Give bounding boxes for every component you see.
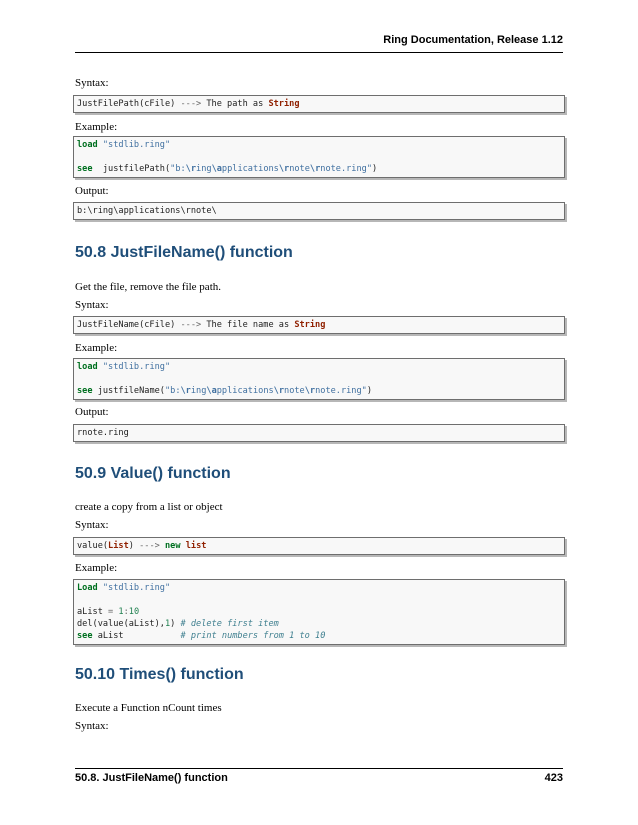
code-string: ing [196,164,212,174]
code-text: b:\ring\applications\rnote\ [77,206,217,216]
code-keyword: new [165,541,181,551]
output-label: Output: [75,406,109,418]
code-block-syntax [73,316,565,334]
section-description: create a copy from a list or object [75,501,223,513]
code-type: String [294,320,326,330]
section-heading: 50.8 JustFileName() function [75,244,293,261]
code-block-example [73,358,565,400]
section-heading: 50.10 Times() function [75,666,244,683]
code-string: ing [190,386,207,396]
code-type: list [185,541,207,551]
code-keyword: load [77,140,98,150]
code-operator: ---> [139,541,160,551]
code-escape: \r [180,386,191,396]
code-block-output [73,424,565,442]
running-header: Ring Documentation, Release 1.12 [383,34,563,46]
example-label: Example: [75,342,118,354]
code-string: "b: [170,164,186,174]
code-text: value( [77,541,109,551]
code-comment: # print numbers from 1 to 10 [180,631,326,641]
code-keyword: load [77,362,98,372]
code-number: 1 [164,619,171,629]
syntax-label: Syntax: [75,77,109,89]
code-escape: \r [185,164,197,174]
code-text: JustFileName(cFile) [77,320,181,330]
footer-section-name: 50.8. JustFileName() function [75,772,228,784]
code-text: justfilePath( [92,164,171,174]
code-string: "stdlib.ring" [97,583,171,593]
code-keyword: see [77,631,93,641]
code-text: aList [77,607,109,617]
code-operator: : [123,607,129,617]
code-text: ) [170,619,181,629]
code-escape: \a [211,164,222,174]
example-label: Example: [75,121,118,133]
code-text: The file name as [201,320,295,330]
section-description: Get the file, remove the file path. [75,281,221,293]
code-number: 1 [118,607,124,617]
code-string: pplications [221,164,279,174]
code-escape: \a [206,386,217,396]
code-text: ) [366,386,373,396]
code-block-syntax [73,95,565,113]
code-escape: \r [309,164,321,174]
code-string: "b: [164,386,181,396]
code-string: "stdlib.ring" [97,140,171,150]
code-escape: \r [273,386,285,396]
code-block-syntax [73,537,565,555]
code-block-example [73,579,565,645]
example-label: Example: [75,562,118,574]
code-operator: = [108,607,114,617]
code-string: pplications [216,386,274,396]
code-string: note [284,386,305,396]
code-keyword: Load [77,583,98,593]
code-block-output [73,202,565,220]
code-escape: \r [304,386,316,396]
code-text: justfileName( [92,386,165,396]
syntax-label: Syntax: [75,519,109,531]
code-escape: \r [278,164,290,174]
header-rule [75,52,563,53]
code-operator: ---> [180,320,202,330]
code-string: note.ring" [315,386,367,396]
code-text: rnote.ring [77,428,129,438]
code-type: String [268,99,300,109]
code-text: ) [128,541,140,551]
code-text: ) [372,164,378,174]
code-operator: ---> [180,99,202,109]
code-keyword: see [77,386,93,396]
code-text: The path as [201,99,269,109]
code-string: note.ring" [320,164,373,174]
code-type: List [108,541,129,551]
syntax-label: Syntax: [75,299,109,311]
code-string: note [289,164,310,174]
page-number: 423 [544,772,563,784]
syntax-label: Syntax: [75,720,109,732]
code-keyword: see [77,164,93,174]
section-description: Execute a Function nCount times [75,702,222,714]
output-label: Output: [75,185,109,197]
section-heading: 50.9 Value() function [75,465,231,482]
code-block-example [73,136,565,178]
code-comment: # delete first item [180,619,279,629]
code-text: del(value(aList), [77,619,165,629]
code-number: 10 [128,607,140,617]
code-text: aList [92,631,181,641]
footer-rule [75,768,563,769]
code-text: JustFilePath(cFile) [77,99,181,109]
code-string: "stdlib.ring" [97,362,171,372]
